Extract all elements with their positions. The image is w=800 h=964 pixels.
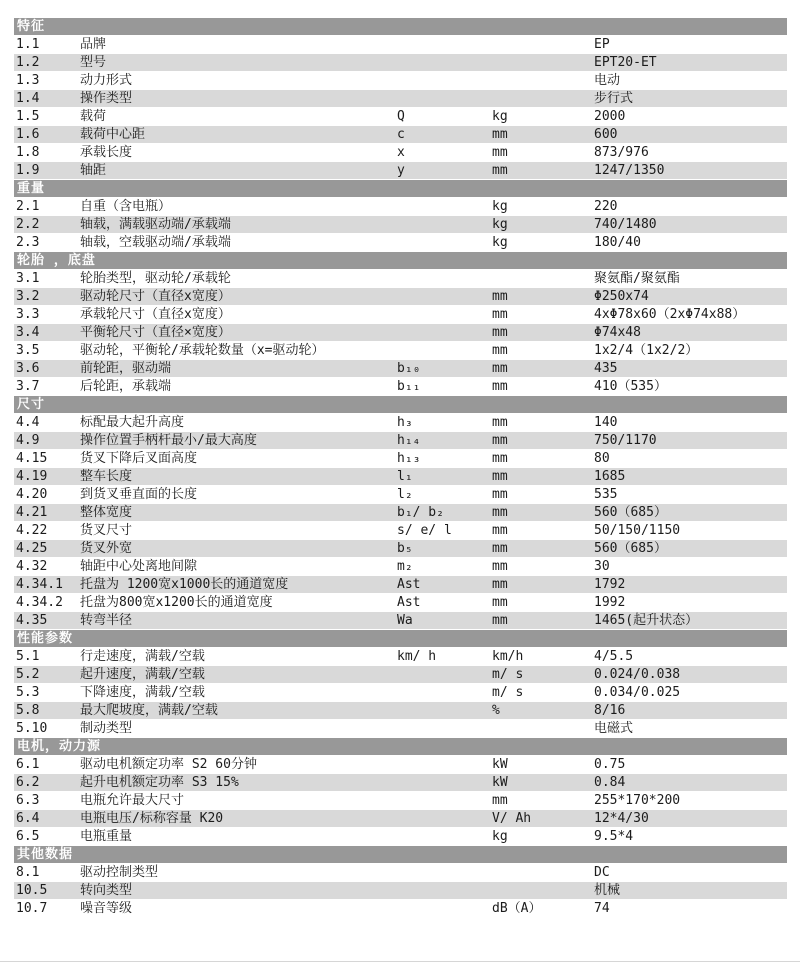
spec-row xyxy=(14,756,787,773)
cell-unit: kW xyxy=(492,775,508,790)
cell-unit: dB（A） xyxy=(492,901,542,916)
cell-row-number: 5.10 xyxy=(16,721,48,736)
cell-symbol xyxy=(397,810,492,827)
cell-symbol: b₁₁ xyxy=(397,379,421,394)
spec-row xyxy=(14,792,787,809)
section-header: 重量 xyxy=(14,180,787,197)
cell-value: 0.034/0.025 xyxy=(594,685,681,700)
cell-symbol: b₅ xyxy=(397,541,413,556)
cell-row-number: 1.1 xyxy=(16,37,40,52)
cell-unit: kg xyxy=(492,829,508,844)
cell-row-number: 1.5 xyxy=(16,109,40,124)
spec-row xyxy=(14,486,787,503)
cell-description: 起升电机额定功率 S3 15% xyxy=(80,775,239,790)
cell-unit: mm xyxy=(492,487,508,502)
cell-row-number: 4.34.1 xyxy=(16,577,63,592)
cell-description: 托盘为800宽x1200长的通道宽度 xyxy=(80,595,273,610)
cell-unit: kW xyxy=(492,757,508,772)
cell-description: 操作位置手柄杆最小/最大高度 xyxy=(80,433,257,448)
cell-value: 8/16 xyxy=(594,703,626,718)
cell-row-number: 2.3 xyxy=(16,235,40,250)
cell-value: 1x2/4（1x2/2） xyxy=(594,343,699,358)
cell-value: EPT20-ET xyxy=(594,55,657,70)
spec-row xyxy=(14,36,787,53)
cell-unit: mm xyxy=(492,325,508,340)
cell-symbol xyxy=(397,702,492,719)
cell-description: 承载轮尺寸（直径x宽度） xyxy=(80,307,231,322)
cell-unit: mm xyxy=(492,505,508,520)
cell-row-number: 1.2 xyxy=(16,55,40,70)
cell-symbol xyxy=(397,90,492,107)
cell-description: 载荷中心距 xyxy=(80,127,146,142)
cell-description: 标配最大起升高度 xyxy=(80,415,185,430)
cell-row-number: 5.3 xyxy=(16,685,40,700)
spec-row xyxy=(14,288,787,305)
spec-table xyxy=(14,18,787,918)
cell-description: 载荷 xyxy=(80,109,107,124)
spec-row xyxy=(14,684,787,701)
spec-row xyxy=(14,162,787,179)
cell-value: Φ74x48 xyxy=(594,325,641,340)
cell-description: 后轮距，承载端 xyxy=(80,379,172,394)
cell-unit: mm xyxy=(492,145,508,160)
cell-value: EP xyxy=(594,37,610,52)
section-header: 其他数据 xyxy=(14,846,787,863)
cell-unit: mm xyxy=(492,361,508,376)
cell-value: 0.84 xyxy=(594,775,626,790)
cell-row-number: 3.5 xyxy=(16,343,40,358)
cell-row-number: 4.20 xyxy=(16,487,48,502)
cell-value: 4xΦ78x60（2xΦ74x88） xyxy=(594,307,746,322)
cell-row-number: 8.1 xyxy=(16,865,40,880)
cell-value: 步行式 xyxy=(594,91,634,106)
cell-row-number: 4.9 xyxy=(16,433,40,448)
cell-description: 托盘为 1200宽x1000长的通道宽度 xyxy=(80,577,289,592)
spec-row xyxy=(14,324,787,341)
cell-description: 驱动电机额定功率 S2 60分钟 xyxy=(80,757,257,772)
cell-symbol: x xyxy=(397,145,405,160)
cell-description: 噪音等级 xyxy=(80,901,133,916)
cell-unit xyxy=(492,864,594,881)
cell-value: 1247/1350 xyxy=(594,163,665,178)
cell-value: 0.75 xyxy=(594,757,626,772)
cell-symbol xyxy=(397,216,492,233)
cell-row-number: 6.4 xyxy=(16,811,40,826)
section-header: 轮胎 ，底盘 xyxy=(14,252,787,269)
cell-value: 220 xyxy=(594,199,618,214)
spec-row xyxy=(14,342,787,359)
cell-value: Φ250x74 xyxy=(594,289,649,304)
cell-description: 驱动轮尺寸（直径x宽度） xyxy=(80,289,231,304)
spec-row xyxy=(14,702,787,719)
cell-value: 30 xyxy=(594,559,610,574)
cell-symbol: h₃ xyxy=(397,415,413,430)
cell-unit xyxy=(492,720,594,737)
cell-row-number: 3.7 xyxy=(16,379,40,394)
cell-description: 承载长度 xyxy=(80,145,133,160)
cell-symbol: c xyxy=(397,127,405,142)
cell-description: 自重（含电瓶） xyxy=(80,199,172,214)
cell-row-number: 1.8 xyxy=(16,145,40,160)
cell-row-number: 2.1 xyxy=(16,199,40,214)
cell-row-number: 4.25 xyxy=(16,541,48,556)
spec-row xyxy=(14,666,787,683)
cell-symbol xyxy=(397,900,492,917)
cell-description: 货叉尺寸 xyxy=(80,523,133,538)
cell-row-number: 5.1 xyxy=(16,649,40,664)
cell-description: 型号 xyxy=(80,55,107,70)
cell-unit: km/h xyxy=(492,649,524,664)
cell-value: 74 xyxy=(594,901,610,916)
cell-description: 品牌 xyxy=(80,37,107,52)
cell-symbol xyxy=(397,54,492,71)
cell-row-number: 4.15 xyxy=(16,451,48,466)
cell-unit: mm xyxy=(492,415,508,430)
cell-description: 转弯半径 xyxy=(80,613,133,628)
cell-unit: mm xyxy=(492,163,508,178)
cell-value: 1465(起升状态） xyxy=(594,613,699,628)
spec-row xyxy=(14,126,787,143)
spec-row xyxy=(14,360,787,377)
cell-symbol: h₁₄ xyxy=(397,433,421,448)
cell-row-number: 4.21 xyxy=(16,505,48,520)
cell-symbol xyxy=(397,324,492,341)
cell-row-number: 1.6 xyxy=(16,127,40,142)
spec-row xyxy=(14,900,787,917)
spec-row xyxy=(14,720,787,737)
cell-unit: mm xyxy=(492,541,508,556)
cell-row-number: 5.2 xyxy=(16,667,40,682)
cell-row-number: 6.3 xyxy=(16,793,40,808)
cell-symbol: Wa xyxy=(397,613,413,628)
spec-row xyxy=(14,450,787,467)
cell-unit: mm xyxy=(492,451,508,466)
cell-description: 整车长度 xyxy=(80,469,133,484)
cell-row-number: 3.6 xyxy=(16,361,40,376)
cell-symbol xyxy=(397,306,492,323)
cell-row-number: 3.3 xyxy=(16,307,40,322)
cell-description: 轴距 xyxy=(80,163,107,178)
cell-unit xyxy=(492,90,594,107)
spec-row xyxy=(14,198,787,215)
spec-row xyxy=(14,234,787,251)
cell-row-number: 10.7 xyxy=(16,901,48,916)
cell-value: 1792 xyxy=(594,577,626,592)
section-header: 特征 xyxy=(14,18,787,35)
cell-symbol: Ast xyxy=(397,577,421,592)
cell-unit: mm xyxy=(492,523,508,538)
spec-row xyxy=(14,576,787,593)
cell-symbol xyxy=(397,72,492,89)
cell-value: 435 xyxy=(594,361,618,376)
cell-symbol: b₁/ b₂ xyxy=(397,505,444,520)
spec-row xyxy=(14,90,787,107)
cell-value: 740/1480 xyxy=(594,217,657,232)
cell-unit: m/ s xyxy=(492,685,524,700)
cell-description: 最大爬坡度，满载/空载 xyxy=(80,703,218,718)
cell-symbol xyxy=(397,792,492,809)
cell-unit: mm xyxy=(492,307,508,322)
cell-row-number: 4.4 xyxy=(16,415,40,430)
cell-value: 聚氨酯/聚氨酯 xyxy=(594,271,680,286)
cell-description: 到货叉垂直面的长度 xyxy=(80,487,198,502)
cell-row-number: 4.32 xyxy=(16,559,48,574)
cell-description: 驱动轮，平衡轮/承载轮数量（x=驱动轮） xyxy=(80,343,325,358)
spec-row xyxy=(14,468,787,485)
cell-value: 0.024/0.038 xyxy=(594,667,681,682)
cell-row-number: 3.2 xyxy=(16,289,40,304)
cell-value: 255*170*200 xyxy=(594,793,681,808)
cell-unit: mm xyxy=(492,559,508,574)
cell-symbol xyxy=(397,288,492,305)
cell-unit: mm xyxy=(492,595,508,610)
cell-description: 动力形式 xyxy=(80,73,133,88)
cell-unit: % xyxy=(492,703,500,718)
section-header: 尺寸 xyxy=(14,396,787,413)
cell-value: 9.5*4 xyxy=(594,829,634,844)
cell-symbol xyxy=(397,756,492,773)
cell-value: 电磁式 xyxy=(594,721,634,736)
cell-description: 货叉下降后叉面高度 xyxy=(80,451,198,466)
cell-symbol xyxy=(397,828,492,845)
spec-row xyxy=(14,594,787,611)
cell-description: 整体宽度 xyxy=(80,505,133,520)
spec-row xyxy=(14,108,787,125)
cell-symbol xyxy=(397,198,492,215)
cell-value: 4/5.5 xyxy=(594,649,634,664)
cell-description: 货叉外宽 xyxy=(80,541,133,556)
cell-unit: mm xyxy=(492,613,508,628)
cell-symbol xyxy=(397,882,492,899)
spec-row xyxy=(14,72,787,89)
cell-value: 410（535） xyxy=(594,379,667,394)
cell-unit: mm xyxy=(492,343,508,358)
cell-symbol xyxy=(397,864,492,881)
cell-value: 560（685） xyxy=(594,541,667,556)
cell-row-number: 4.19 xyxy=(16,469,48,484)
cell-symbol xyxy=(397,720,492,737)
cell-description: 轴距中心处离地间隙 xyxy=(80,559,198,574)
spec-row xyxy=(14,648,787,665)
cell-symbol: Ast xyxy=(397,595,421,610)
cell-description: 行走速度，满载/空载 xyxy=(80,649,205,664)
cell-value: 750/1170 xyxy=(594,433,657,448)
cell-description: 操作类型 xyxy=(80,91,133,106)
spec-row xyxy=(14,378,787,395)
cell-description: 下降速度，满载/空载 xyxy=(80,685,205,700)
cell-unit: mm xyxy=(492,793,508,808)
cell-row-number: 3.4 xyxy=(16,325,40,340)
cell-unit xyxy=(492,36,594,53)
cell-description: 电瓶允许最大尺寸 xyxy=(80,793,185,808)
cell-description: 轮胎类型，驱动轮/承载轮 xyxy=(80,271,231,286)
cell-symbol xyxy=(397,342,492,359)
cell-value: 873/976 xyxy=(594,145,649,160)
spec-row xyxy=(14,414,787,431)
cell-value: 600 xyxy=(594,127,618,142)
section-header: 性能参数 xyxy=(14,630,787,647)
cell-description: 转向类型 xyxy=(80,883,133,898)
cell-unit: kg xyxy=(492,217,508,232)
cell-row-number: 6.2 xyxy=(16,775,40,790)
cell-value: 1992 xyxy=(594,595,626,610)
cell-row-number: 2.2 xyxy=(16,217,40,232)
cell-row-number: 1.9 xyxy=(16,163,40,178)
cell-symbol xyxy=(397,234,492,251)
spec-row xyxy=(14,810,787,827)
cell-row-number: 1.4 xyxy=(16,91,40,106)
cell-description: 前轮距，驱动端 xyxy=(80,361,172,376)
cell-unit: kg xyxy=(492,109,508,124)
cell-unit: mm xyxy=(492,379,508,394)
cell-value: 140 xyxy=(594,415,618,430)
cell-symbol xyxy=(397,774,492,791)
cell-value: 电动 xyxy=(594,73,621,88)
cell-unit xyxy=(492,72,594,89)
cell-symbol: s/ e/ l xyxy=(397,523,452,538)
cell-description: 起升速度，满载/空载 xyxy=(80,667,205,682)
cell-row-number: 6.5 xyxy=(16,829,40,844)
cell-value: 80 xyxy=(594,451,610,466)
cell-description: 轴载，空载驱动端/承载端 xyxy=(80,235,231,250)
cell-unit: mm xyxy=(492,289,508,304)
cell-description: 制动类型 xyxy=(80,721,133,736)
cell-symbol xyxy=(397,684,492,701)
spec-row xyxy=(14,612,787,629)
cell-symbol xyxy=(397,36,492,53)
cell-row-number: 3.1 xyxy=(16,271,40,286)
cell-unit: mm xyxy=(492,469,508,484)
spec-row xyxy=(14,774,787,791)
page-bottom-divider xyxy=(0,961,800,962)
cell-row-number: 10.5 xyxy=(16,883,48,898)
cell-unit: mm xyxy=(492,127,508,142)
spec-row xyxy=(14,522,787,539)
cell-value: 560（685） xyxy=(594,505,667,520)
cell-symbol: l₂ xyxy=(397,487,413,502)
cell-symbol: l₁ xyxy=(397,469,413,484)
spec-row xyxy=(14,144,787,161)
cell-description: 平衡轮尺寸（直径×宽度） xyxy=(80,325,231,340)
spec-row xyxy=(14,540,787,557)
cell-value: 535 xyxy=(594,487,618,502)
cell-description: 驱动控制类型 xyxy=(80,865,159,880)
cell-row-number: 6.1 xyxy=(16,757,40,772)
spec-row xyxy=(14,864,787,881)
cell-unit xyxy=(492,270,594,287)
spec-row xyxy=(14,306,787,323)
cell-symbol: h₁₃ xyxy=(397,451,421,466)
cell-symbol: Q xyxy=(397,109,405,124)
cell-unit: mm xyxy=(492,433,508,448)
cell-symbol: m₂ xyxy=(397,559,413,574)
cell-row-number: 4.22 xyxy=(16,523,48,538)
cell-symbol: y xyxy=(397,163,405,178)
spec-row xyxy=(14,558,787,575)
cell-row-number: 1.3 xyxy=(16,73,40,88)
cell-symbol xyxy=(397,666,492,683)
spec-row xyxy=(14,270,787,287)
cell-value: DC xyxy=(594,865,610,880)
spec-row xyxy=(14,504,787,521)
cell-unit: kg xyxy=(492,235,508,250)
spec-row xyxy=(14,882,787,899)
cell-symbol xyxy=(397,270,492,287)
spec-row xyxy=(14,828,787,845)
cell-description: 电瓶重量 xyxy=(80,829,133,844)
cell-unit: m/ s xyxy=(492,667,524,682)
cell-description: 轴载，满载驱动端/承载端 xyxy=(80,217,231,232)
cell-unit xyxy=(492,54,594,71)
spec-row xyxy=(14,216,787,233)
spec-row xyxy=(14,54,787,71)
cell-symbol: b₁₀ xyxy=(397,361,421,376)
cell-unit xyxy=(492,882,594,899)
spec-row xyxy=(14,432,787,449)
cell-value: 12*4/30 xyxy=(594,811,649,826)
cell-row-number: 4.35 xyxy=(16,613,48,628)
cell-symbol: km/ h xyxy=(397,649,437,664)
cell-description: 电瓶电压/标称容量 K20 xyxy=(80,811,224,826)
cell-value: 180/40 xyxy=(594,235,641,250)
cell-row-number: 4.34.2 xyxy=(16,595,63,610)
section-header: 电机，动力源 xyxy=(14,738,787,755)
cell-value: 1685 xyxy=(594,469,626,484)
cell-unit: mm xyxy=(492,577,508,592)
cell-value: 机械 xyxy=(594,883,621,898)
cell-unit: V/ Ah xyxy=(492,811,532,826)
cell-value: 2000 xyxy=(594,109,626,124)
cell-value: 50/150/1150 xyxy=(594,523,681,538)
cell-row-number: 5.8 xyxy=(16,703,40,718)
cell-unit: kg xyxy=(492,199,508,214)
